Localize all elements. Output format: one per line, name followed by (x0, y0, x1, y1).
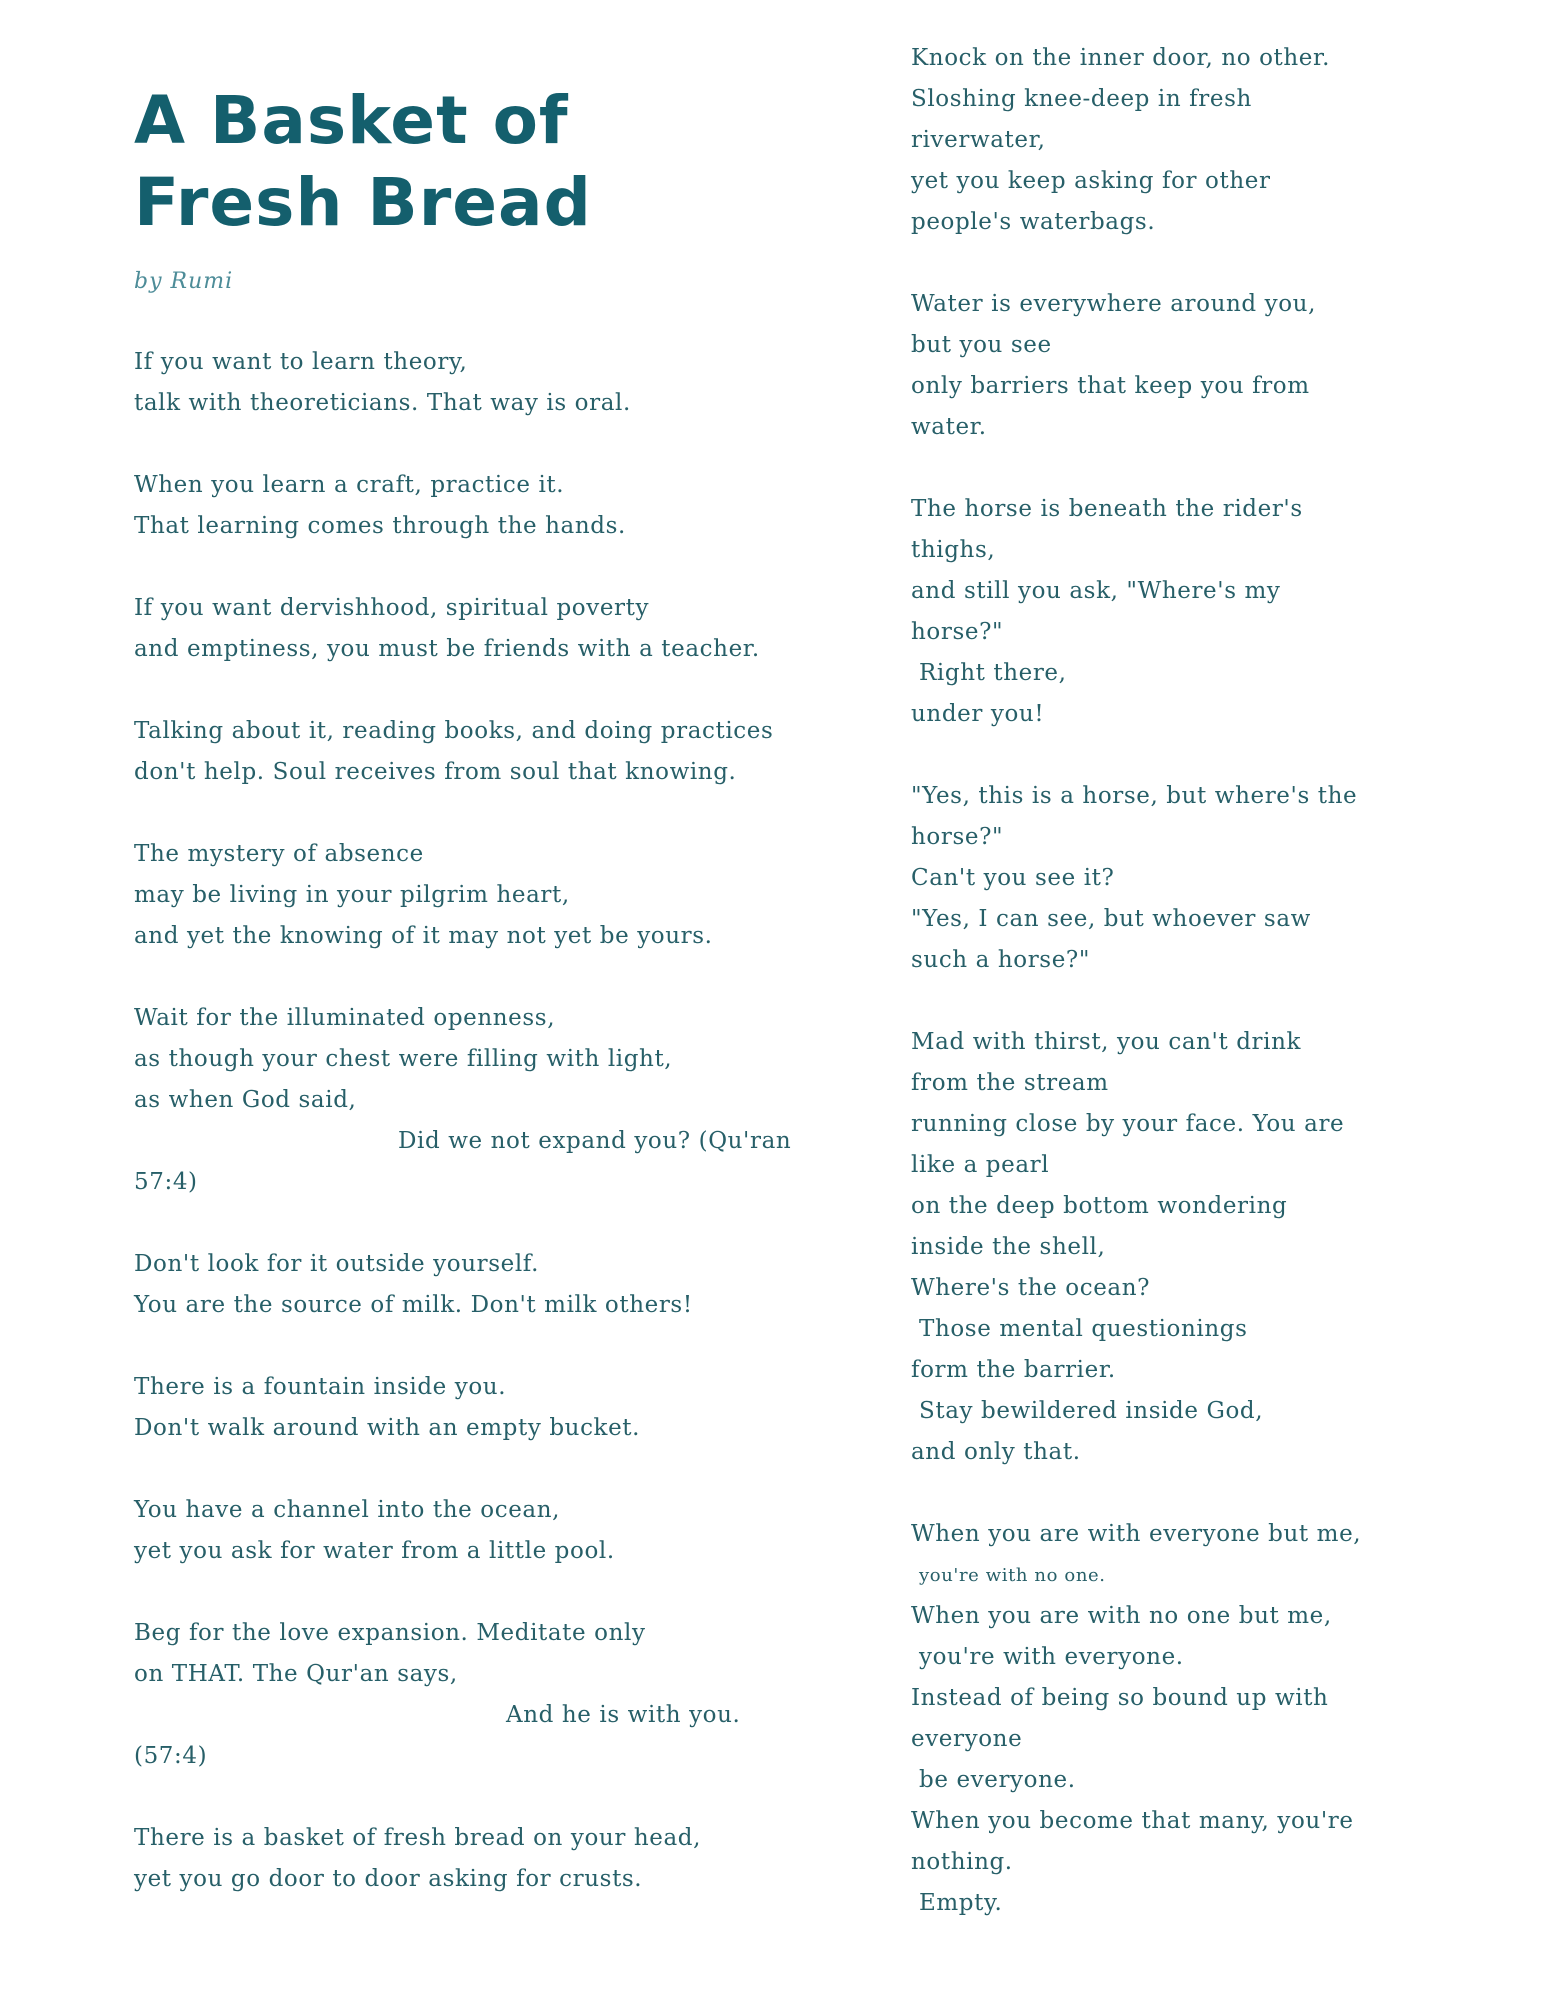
poem-line: Right there, (919, 660, 1067, 686)
poem-line: on the deep bottom wondering (911, 1193, 1288, 1219)
scripture-reference: 57:4) (134, 1169, 198, 1195)
poem-line: Knock on the inner door, no other. (911, 45, 1330, 71)
poem-line: yet you go door to door asking for crusts. (134, 1866, 643, 1892)
stanza (134, 1244, 814, 1326)
scripture-reference: (57:4) (134, 1743, 208, 1769)
poem-line: and still you ask, "Where's my (911, 578, 1281, 604)
stanza (134, 1613, 814, 1777)
stanza (134, 998, 814, 1203)
poem-line: yet you ask for water from a little pool. (134, 1538, 615, 1564)
poem-line: talk with theoreticians. That way is oral. (134, 390, 631, 416)
poem-line: "Yes, this is a horse, but where's the (911, 783, 1358, 809)
poem-line: and only that. (911, 1439, 1081, 1465)
poem-line: from the stream (911, 1070, 1109, 1096)
poem-line: Wait for the illuminated openness, (134, 1005, 556, 1031)
poem-line: you're with no one. (919, 1565, 1106, 1586)
scripture-quote: And he is with you. (506, 1702, 741, 1728)
poem-title: A Basket of Fresh Bread (134, 82, 592, 241)
poem-line: Beg for the love expansion. Meditate only (134, 1620, 646, 1646)
poem-line: form the barrier. (911, 1357, 1116, 1383)
poem-line: yet you keep asking for other (911, 168, 1271, 194)
poem-line: Talking about it, reading books, and doing practices (134, 718, 774, 744)
stanza (911, 489, 1391, 735)
poem-line: When you learn a craft, practice it. (134, 472, 565, 498)
poem-line: may be living in your pilgrim heart, (134, 882, 570, 908)
stanza (134, 834, 814, 957)
poem-line: If you want dervishhood, spiritual poverty (134, 595, 650, 621)
right-column (911, 38, 1391, 1965)
poem-line: When you are with everyone but me, (911, 1521, 1362, 1547)
poem-line: horse?" (911, 619, 1004, 645)
poem-author: by Rumi (134, 269, 234, 294)
stanza (134, 1490, 814, 1572)
poem-line: You are the source of milk. Don't milk others! (134, 1292, 693, 1318)
poem-line: Don't look for it outside yourself. (134, 1251, 539, 1277)
poem-line: There is a fountain inside you. (134, 1374, 507, 1400)
stanza (134, 1367, 814, 1449)
poem-line: Sloshing knee-deep in fresh (911, 86, 1252, 112)
poem-line: nothing. (911, 1849, 1013, 1875)
stanza (134, 711, 814, 793)
poem-line: you're with everyone. (919, 1644, 1184, 1670)
poem-line: Where's the ocean? (911, 1275, 1151, 1301)
poem-line: as though your chest were filling with light, (134, 1046, 673, 1072)
poem-line: Can't you see it? (911, 865, 1115, 891)
poem-line: such a horse?" (911, 947, 1091, 973)
poem-line: don't help. Soul receives from soul that knowing. (134, 759, 737, 785)
poem-line: Stay bewildered inside God, (919, 1398, 1264, 1424)
poem-line: inside the shell, (911, 1234, 1106, 1260)
scripture-quote: Did we not expand you? (Qu'ran (398, 1128, 792, 1154)
poem-line: The horse is beneath the rider's (911, 496, 1303, 522)
poem-line: The mystery of absence (134, 841, 424, 867)
stanza (911, 284, 1391, 448)
poem-line: There is a basket of fresh bread on your head, (134, 1825, 702, 1851)
poem-line: only barriers that keep you from (911, 373, 1310, 399)
poem-line: everyone (911, 1726, 1023, 1752)
poem-line: on THAT. The Qur'an says, (134, 1661, 458, 1687)
poem-line: Don't walk around with an empty bucket. (134, 1415, 641, 1441)
poem-line: water. (911, 414, 987, 440)
poem-line: horse?" (911, 824, 1004, 850)
poem-line: You have a channel into the ocean, (134, 1497, 561, 1523)
stanza (134, 588, 814, 670)
poem-line: be everyone. (919, 1767, 1076, 1793)
stanza (911, 776, 1391, 981)
poem-line: riverwater, (911, 127, 1046, 153)
poem-line: That learning comes through the hands. (134, 513, 626, 539)
stanza (911, 1514, 1391, 1924)
stanza (134, 465, 814, 547)
poem-line: and emptiness, you must be friends with a teacher. (134, 636, 760, 662)
poem-line: like a pearl (911, 1152, 1050, 1178)
poem-line: Mad with thirst, you can't drink (911, 1029, 1302, 1055)
poem-line: Empty. (919, 1890, 1003, 1916)
poem-line: as when God said, (134, 1087, 357, 1113)
poem-line: "Yes, I can see, but whoever saw (911, 906, 1311, 932)
poem-line: but you see (911, 332, 1052, 358)
stanza (911, 38, 1391, 243)
stanza (134, 1818, 814, 1900)
poem-line: If you want to learn theory, (134, 349, 468, 375)
poem-line: Instead of being so bound up with (911, 1685, 1329, 1711)
stanza (911, 1022, 1391, 1473)
poem-line: Those mental questionings (919, 1316, 1248, 1342)
left-column (134, 342, 814, 1941)
poem-line: under you! (911, 701, 1045, 727)
poem-line: When you are with no one but me, (911, 1603, 1332, 1629)
poem-line: Water is everywhere around you, (911, 291, 1316, 317)
poem-line: When you become that many, you're (911, 1808, 1354, 1834)
poem-line: thighs, (911, 537, 996, 563)
stanza (134, 342, 814, 424)
poem-line: people's waterbags. (911, 209, 1156, 235)
poem-line: running close by your face. You are (911, 1111, 1345, 1137)
poem-line: and yet the knowing of it may not yet be yours. (134, 923, 713, 949)
